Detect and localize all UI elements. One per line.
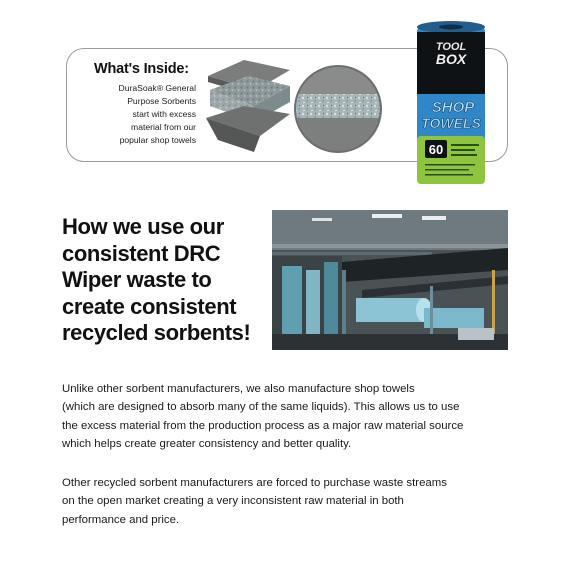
brand-bottom-text: BOX [435,51,467,67]
desc-line: start with excess [132,109,196,119]
desc-line: popular shop towels [119,135,196,145]
fiber-closeup-image [293,64,383,154]
desc-line: material from our [131,122,196,132]
headline [62,214,262,347]
whats-inside-title: What's Inside: [94,61,189,77]
paragraph-1 [62,380,522,453]
paragraph-line: which helps create greater consistency and better quality. [62,437,352,450]
headline-line: consistent DRC [62,240,221,266]
whats-inside-description [82,82,196,147]
headline-line: How we use our [62,214,224,239]
product-line1-text: SHOP [431,99,475,116]
sorbent-pad-image [204,56,292,156]
shop-towels-product-image [411,18,491,190]
paragraph-line: the excess material from the production process as a major raw material source [62,419,464,432]
paragraph-line: performance and price. [62,513,180,526]
product-line2-text: TOWELS [421,115,481,131]
paragraph-line: Other recycled sorbent manufacturers are forced to purchase waste streams [62,477,447,489]
headline-line: recycled sorbents! [62,320,251,345]
brand-top-text: TOOL [435,41,467,53]
paragraph-line: Unlike other sorbent manufacturers, we also manufacture shop towels [62,383,415,395]
paragraph-2 [62,474,522,529]
desc-line: Purpose Sorbents [127,96,196,106]
paragraph-line: on the open market creating a very inconsistent raw material in both [62,495,404,508]
headline-line: create consistent [62,293,237,319]
headline-line: Wiper waste to [62,267,212,292]
paragraph-line: (which are designed to absorb many of the same liquids). This allows us to use [62,401,460,414]
factory-production-photo [272,210,508,350]
desc-line: DuraSoak® General [118,83,196,93]
sheet-count-text: 60 [428,142,444,157]
